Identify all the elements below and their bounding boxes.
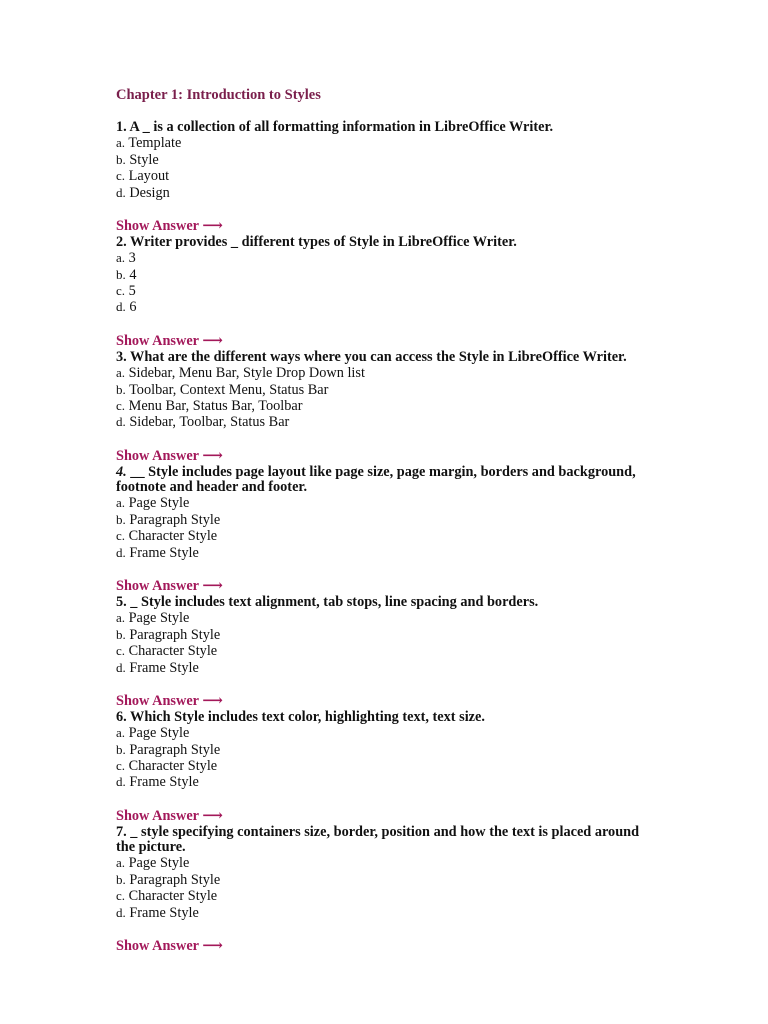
- option-b: [116, 872, 768, 888]
- option-letter: c.: [116, 643, 126, 659]
- question-body: __ Style includes page layout like page size, page margin, borders and background, footnote and header and footer.: [116, 463, 636, 496]
- option-b: [116, 267, 768, 283]
- question-number: 7.: [116, 823, 127, 840]
- options-list: [116, 135, 768, 201]
- show-answer-link[interactable]: Show Answer ⟶: [116, 577, 223, 594]
- options-list: [116, 725, 768, 791]
- question-2: [116, 235, 768, 350]
- question-number: 1.: [116, 119, 127, 135]
- option-text: Paragraph Style: [125, 626, 221, 643]
- options-list: [116, 365, 768, 431]
- show-answer-link[interactable]: Show Answer ⟶: [116, 807, 223, 824]
- option-text: Paragraph Style: [125, 741, 221, 758]
- question-number: 5.: [116, 593, 127, 610]
- option-text: Sidebar, Menu Bar, Style Drop Down list: [125, 365, 365, 382]
- option-letter: d.: [116, 184, 126, 200]
- question-4: [116, 465, 768, 595]
- question-body: _ Style includes text alignment, tab stops, line spacing and borders.: [126, 593, 539, 610]
- option-text: 4: [125, 266, 137, 283]
- option-b: [116, 742, 768, 758]
- option-letter: b.: [116, 626, 126, 642]
- option-text: Page Style: [125, 495, 190, 512]
- option-b: [116, 512, 768, 528]
- option-c: [116, 758, 768, 774]
- option-a: [116, 610, 768, 626]
- option-a: [116, 855, 768, 871]
- question-text: [116, 465, 646, 496]
- option-a: [116, 250, 768, 266]
- option-text: Frame Style: [125, 904, 199, 921]
- option-letter: d.: [116, 299, 126, 315]
- question-3: [116, 350, 768, 465]
- option-letter: c.: [116, 397, 126, 413]
- option-c: [116, 888, 768, 904]
- question-body: Which Style includes text color, highlighting text, text size.: [126, 708, 485, 725]
- option-letter: d.: [116, 774, 126, 790]
- option-text: 5: [125, 283, 136, 300]
- show-answer-link[interactable]: Show Answer ⟶: [116, 447, 223, 464]
- option-letter: c.: [116, 283, 126, 299]
- option-text: 6: [125, 299, 137, 316]
- option-letter: d.: [116, 904, 126, 920]
- option-text: Paragraph Style: [125, 871, 221, 888]
- show-answer-link[interactable]: Show Answer ⟶: [116, 332, 223, 349]
- option-a: [116, 725, 768, 741]
- option-text: Page Style: [125, 855, 190, 872]
- option-b: [116, 152, 768, 168]
- option-letter: c.: [116, 888, 126, 904]
- option-c: [116, 398, 768, 414]
- option-text: Paragraph Style: [125, 511, 221, 528]
- option-letter: a.: [116, 725, 126, 741]
- question-number: 2.: [116, 233, 127, 250]
- option-text: Style: [125, 151, 159, 168]
- question-5: [116, 595, 768, 710]
- option-text: Toolbar, Context Menu, Status Bar: [125, 381, 329, 398]
- option-b: [116, 627, 768, 643]
- option-text: Frame Style: [125, 544, 199, 561]
- question-number: 3.: [116, 348, 127, 365]
- option-text: Sidebar, Toolbar, Status Bar: [125, 414, 290, 431]
- options-list: [116, 610, 768, 676]
- question-text: [116, 595, 646, 610]
- option-text: Frame Style: [125, 659, 199, 676]
- option-text: Menu Bar, Status Bar, Toolbar: [125, 397, 303, 414]
- option-b: [116, 382, 768, 398]
- option-d: [116, 905, 768, 921]
- option-a: [116, 495, 768, 511]
- option-text: Page Style: [125, 610, 190, 627]
- option-text: Template: [125, 135, 182, 152]
- option-letter: c.: [116, 168, 126, 184]
- question-number: 6.: [116, 708, 127, 725]
- option-text: Character Style: [125, 643, 218, 660]
- option-d: [116, 774, 768, 790]
- option-letter: a.: [116, 365, 126, 381]
- show-answer-link[interactable]: Show Answer ⟶: [116, 217, 223, 234]
- option-a: [116, 135, 768, 151]
- option-text: Layout: [125, 168, 170, 185]
- option-d: [116, 299, 768, 315]
- option-letter: b.: [116, 871, 126, 887]
- chapter-title: Chapter 1: Introduction to Styles: [116, 87, 321, 103]
- option-a: [116, 365, 768, 381]
- option-text: Character Style: [125, 528, 218, 545]
- option-text: Page Style: [125, 725, 190, 742]
- option-letter: a.: [116, 610, 126, 626]
- option-letter: b.: [116, 511, 126, 527]
- show-answer-link[interactable]: Show Answer ⟶: [116, 938, 223, 955]
- option-c: [116, 528, 768, 544]
- option-letter: d.: [116, 544, 126, 560]
- question-body: What are the different ways where you can access the Style in LibreOffice Writer.: [126, 348, 627, 365]
- options-list: [116, 855, 768, 921]
- question-body: A _ is a collection of all formatting information in LibreOffice Writer.: [126, 119, 554, 135]
- option-text: Design: [125, 184, 170, 201]
- show-answer-link[interactable]: Show Answer ⟶: [116, 692, 223, 709]
- question-1: [116, 120, 768, 235]
- question-body: _ style specifying containers size, border, position and how the text is placed around the picture.: [116, 823, 640, 856]
- question-number: 4.: [116, 463, 127, 480]
- option-letter: a.: [116, 855, 126, 871]
- option-letter: d.: [116, 414, 126, 430]
- option-c: [116, 168, 768, 184]
- question-text: [116, 120, 646, 135]
- question-text: [116, 350, 646, 365]
- option-letter: b.: [116, 381, 126, 397]
- option-d: [116, 660, 768, 676]
- option-letter: b.: [116, 266, 126, 282]
- option-letter: a.: [116, 250, 126, 266]
- question-text: [116, 710, 646, 725]
- option-d: [116, 185, 768, 201]
- question-text: [116, 825, 646, 856]
- option-d: [116, 545, 768, 561]
- option-text: Character Style: [125, 888, 218, 905]
- option-text: Character Style: [125, 758, 218, 775]
- question-7: [116, 825, 768, 955]
- option-letter: b.: [116, 151, 126, 167]
- option-letter: d.: [116, 659, 126, 675]
- option-text: Frame Style: [125, 774, 199, 791]
- question-6: [116, 710, 768, 825]
- option-text: 3: [125, 250, 136, 267]
- option-c: [116, 643, 768, 659]
- question-text: [116, 235, 646, 250]
- options-list: [116, 250, 768, 316]
- option-letter: a.: [116, 135, 126, 151]
- option-c: [116, 283, 768, 299]
- option-letter: a.: [116, 495, 126, 511]
- options-list: [116, 495, 768, 561]
- option-d: [116, 414, 768, 430]
- option-letter: b.: [116, 741, 126, 757]
- option-letter: c.: [116, 758, 126, 774]
- option-letter: c.: [116, 528, 126, 544]
- question-body: Writer provides _ different types of Style in LibreOffice Writer.: [126, 233, 517, 250]
